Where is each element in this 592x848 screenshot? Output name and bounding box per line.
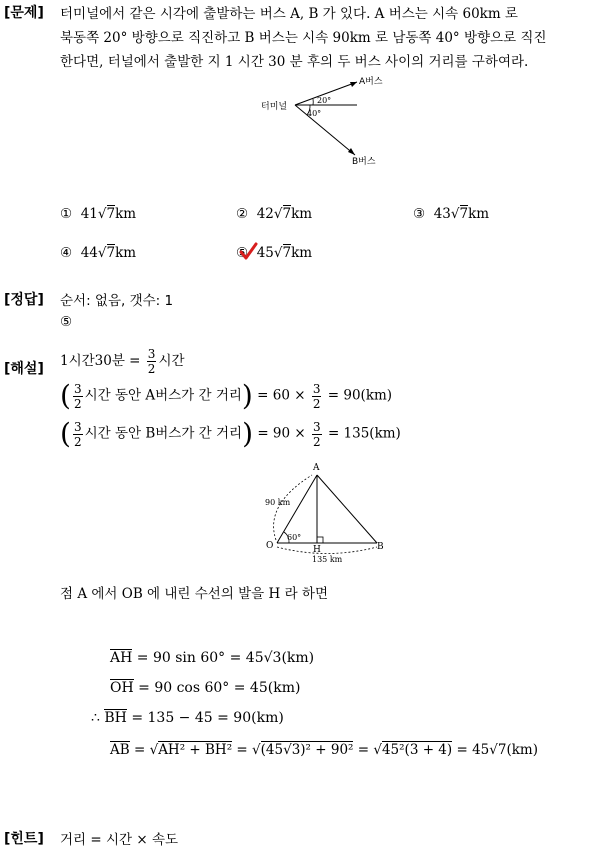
radicand: 45²(3 + 4) [381,742,453,758]
explanation-line-3: ( $\frac{3}{2}$ 시간 동안 B버스가 간 거리) = 90 × $\frac{3}{2}$ = 135(km) [60,417,401,450]
figure-origin-label: 터미널 [261,102,288,112]
figure-a-label: A버스 [359,77,383,87]
equation-text: = [236,742,248,758]
radicand: (45√3)² + 90² [260,742,354,758]
choice-radicand: 7 [106,206,116,222]
equation-oh [110,680,300,696]
problem-line-2: 북동쪽 20° 방향으로 직진하고 B 버스는 시속 90km 로 남동쪽 40° 방향으로 직진 [60,30,547,46]
choice-radicand: 7 [282,245,292,261]
text: = 60 × [257,387,306,404]
denominator: 2 [73,396,82,411]
triangle-figure [262,460,392,564]
choice-unit: km [291,206,313,222]
segment-label: AB [110,742,130,758]
figure-angle: 60° [287,533,302,542]
figure-ob-length: 135 km [312,555,343,564]
numerator: 3 [313,419,321,434]
fraction [312,383,322,410]
problem-tag: [문제] [4,5,44,21]
figure-angle-b: 40° [307,109,322,118]
answer-value: ⑤ [60,314,73,330]
equation-ab: AB = √AH² + BH² = √(45√3)² + 90² = √45²(3 + 4) = 45√7(km) [110,742,538,758]
hint-text: 거리 = 시간 × 속도 [60,832,179,848]
numerator: 3 [73,381,82,396]
text: 1시간30분 = [60,353,141,369]
equation-text: = 45√7(km) [456,742,538,758]
equation-bh [91,710,284,726]
figure-point-a: A [313,463,320,473]
fraction [73,421,83,448]
figure-point-b: B [377,542,384,552]
figure-angle-a: 20° [317,96,332,105]
figure-oa-length: 90 km [265,498,291,507]
explanation-sentence: 점 A 에서 OB 에 내린 수선의 발을 H 라 하면 [60,586,328,602]
choice-3[interactable]: ③ 43√7km [413,206,490,222]
choice-coef: 41 [80,206,98,222]
choice-number: ⑤ [236,245,249,261]
segment-label: AH [110,650,133,666]
choice-2[interactable]: ② 42√7km [236,206,313,222]
choice-number: ③ [413,206,426,222]
answer-meta: 순서: 없음, 갯수: 1 [60,293,174,309]
problem-line-1: 터미널에서 같은 시각에 출발하는 버스 A, B 가 있다. A 버스는 시속 60km 로 [60,6,518,22]
denominator: 2 [73,434,82,449]
choice-coef: 42 [256,206,274,222]
choice-coef: 43 [433,206,451,222]
text: 시간 [158,353,185,369]
explanation-tag: [해설] [4,361,44,377]
figure-point-h: H [313,545,321,555]
explanation-line-1 [60,348,185,375]
text: = 135(km) [327,425,401,442]
segment-label: BH [104,710,127,726]
problem-line-3: 한다면, 터널에서 출발한 지 1 시간 30 분 후의 두 버스 사이의 거리를 구하여라. [60,54,529,70]
figure-point-o: O [266,541,274,551]
figure-b-label: B버스 [352,157,376,167]
equation-text: = 135 − 45 = 90(km) [131,710,284,726]
choice-number: ② [236,206,249,222]
numerator: 3 [147,347,156,361]
answer-tag: [정답] [4,292,44,308]
hint-tag: [힌트] [4,831,44,847]
fraction [147,348,157,375]
choice-radicand: 7 [459,206,469,222]
numerator: 3 [73,419,82,434]
equation-text: = [357,742,370,758]
equation-text: = 90 cos 60° = 45(km) [138,680,301,696]
text: = 90 × [257,425,306,442]
choice-coef: 45 [256,245,274,261]
denominator: 2 [147,362,156,376]
choice-unit: km [291,245,313,261]
fraction [73,383,83,410]
denominator: 2 [313,434,321,449]
explanation-line-2: ( $\frac{3}{2}$ 시간 동안 A버스가 간 거리) = 60 × $\frac{3}{2}$ = 90(km) [60,379,393,412]
bus-direction-figure [255,72,395,167]
equation-text: = [133,742,146,758]
segment-label: OH [110,680,134,696]
choice-4[interactable]: ④ 44√7km [60,245,137,261]
choice-radicand: 7 [282,206,292,222]
fraction [312,421,322,448]
text: = 90(km) [327,387,393,404]
equation-text: = 90 sin 60° = 45√3(km) [136,650,315,666]
choice-unit: km [115,245,137,261]
equation-ah [110,650,314,666]
choice-1[interactable]: ① 41√7km [60,206,137,222]
therefore-symbol: ∴ [91,710,100,726]
radicand: AH² + BH² [158,742,233,758]
choice-number: ④ [60,245,73,261]
choice-unit: km [115,206,137,222]
numerator: 3 [312,381,321,396]
choice-unit: km [468,206,490,222]
choice-5[interactable]: ⑤ 45√7km [236,245,313,261]
choice-number: ① [60,206,73,222]
choice-coef: 44 [80,245,98,261]
denominator: 2 [312,396,321,411]
check-mark-icon [238,242,258,262]
text: 시간 동안 B버스가 간 거리 [84,425,243,442]
text: 시간 동안 A버스가 간 거리 [84,387,242,404]
choice-radicand: 7 [106,245,116,261]
